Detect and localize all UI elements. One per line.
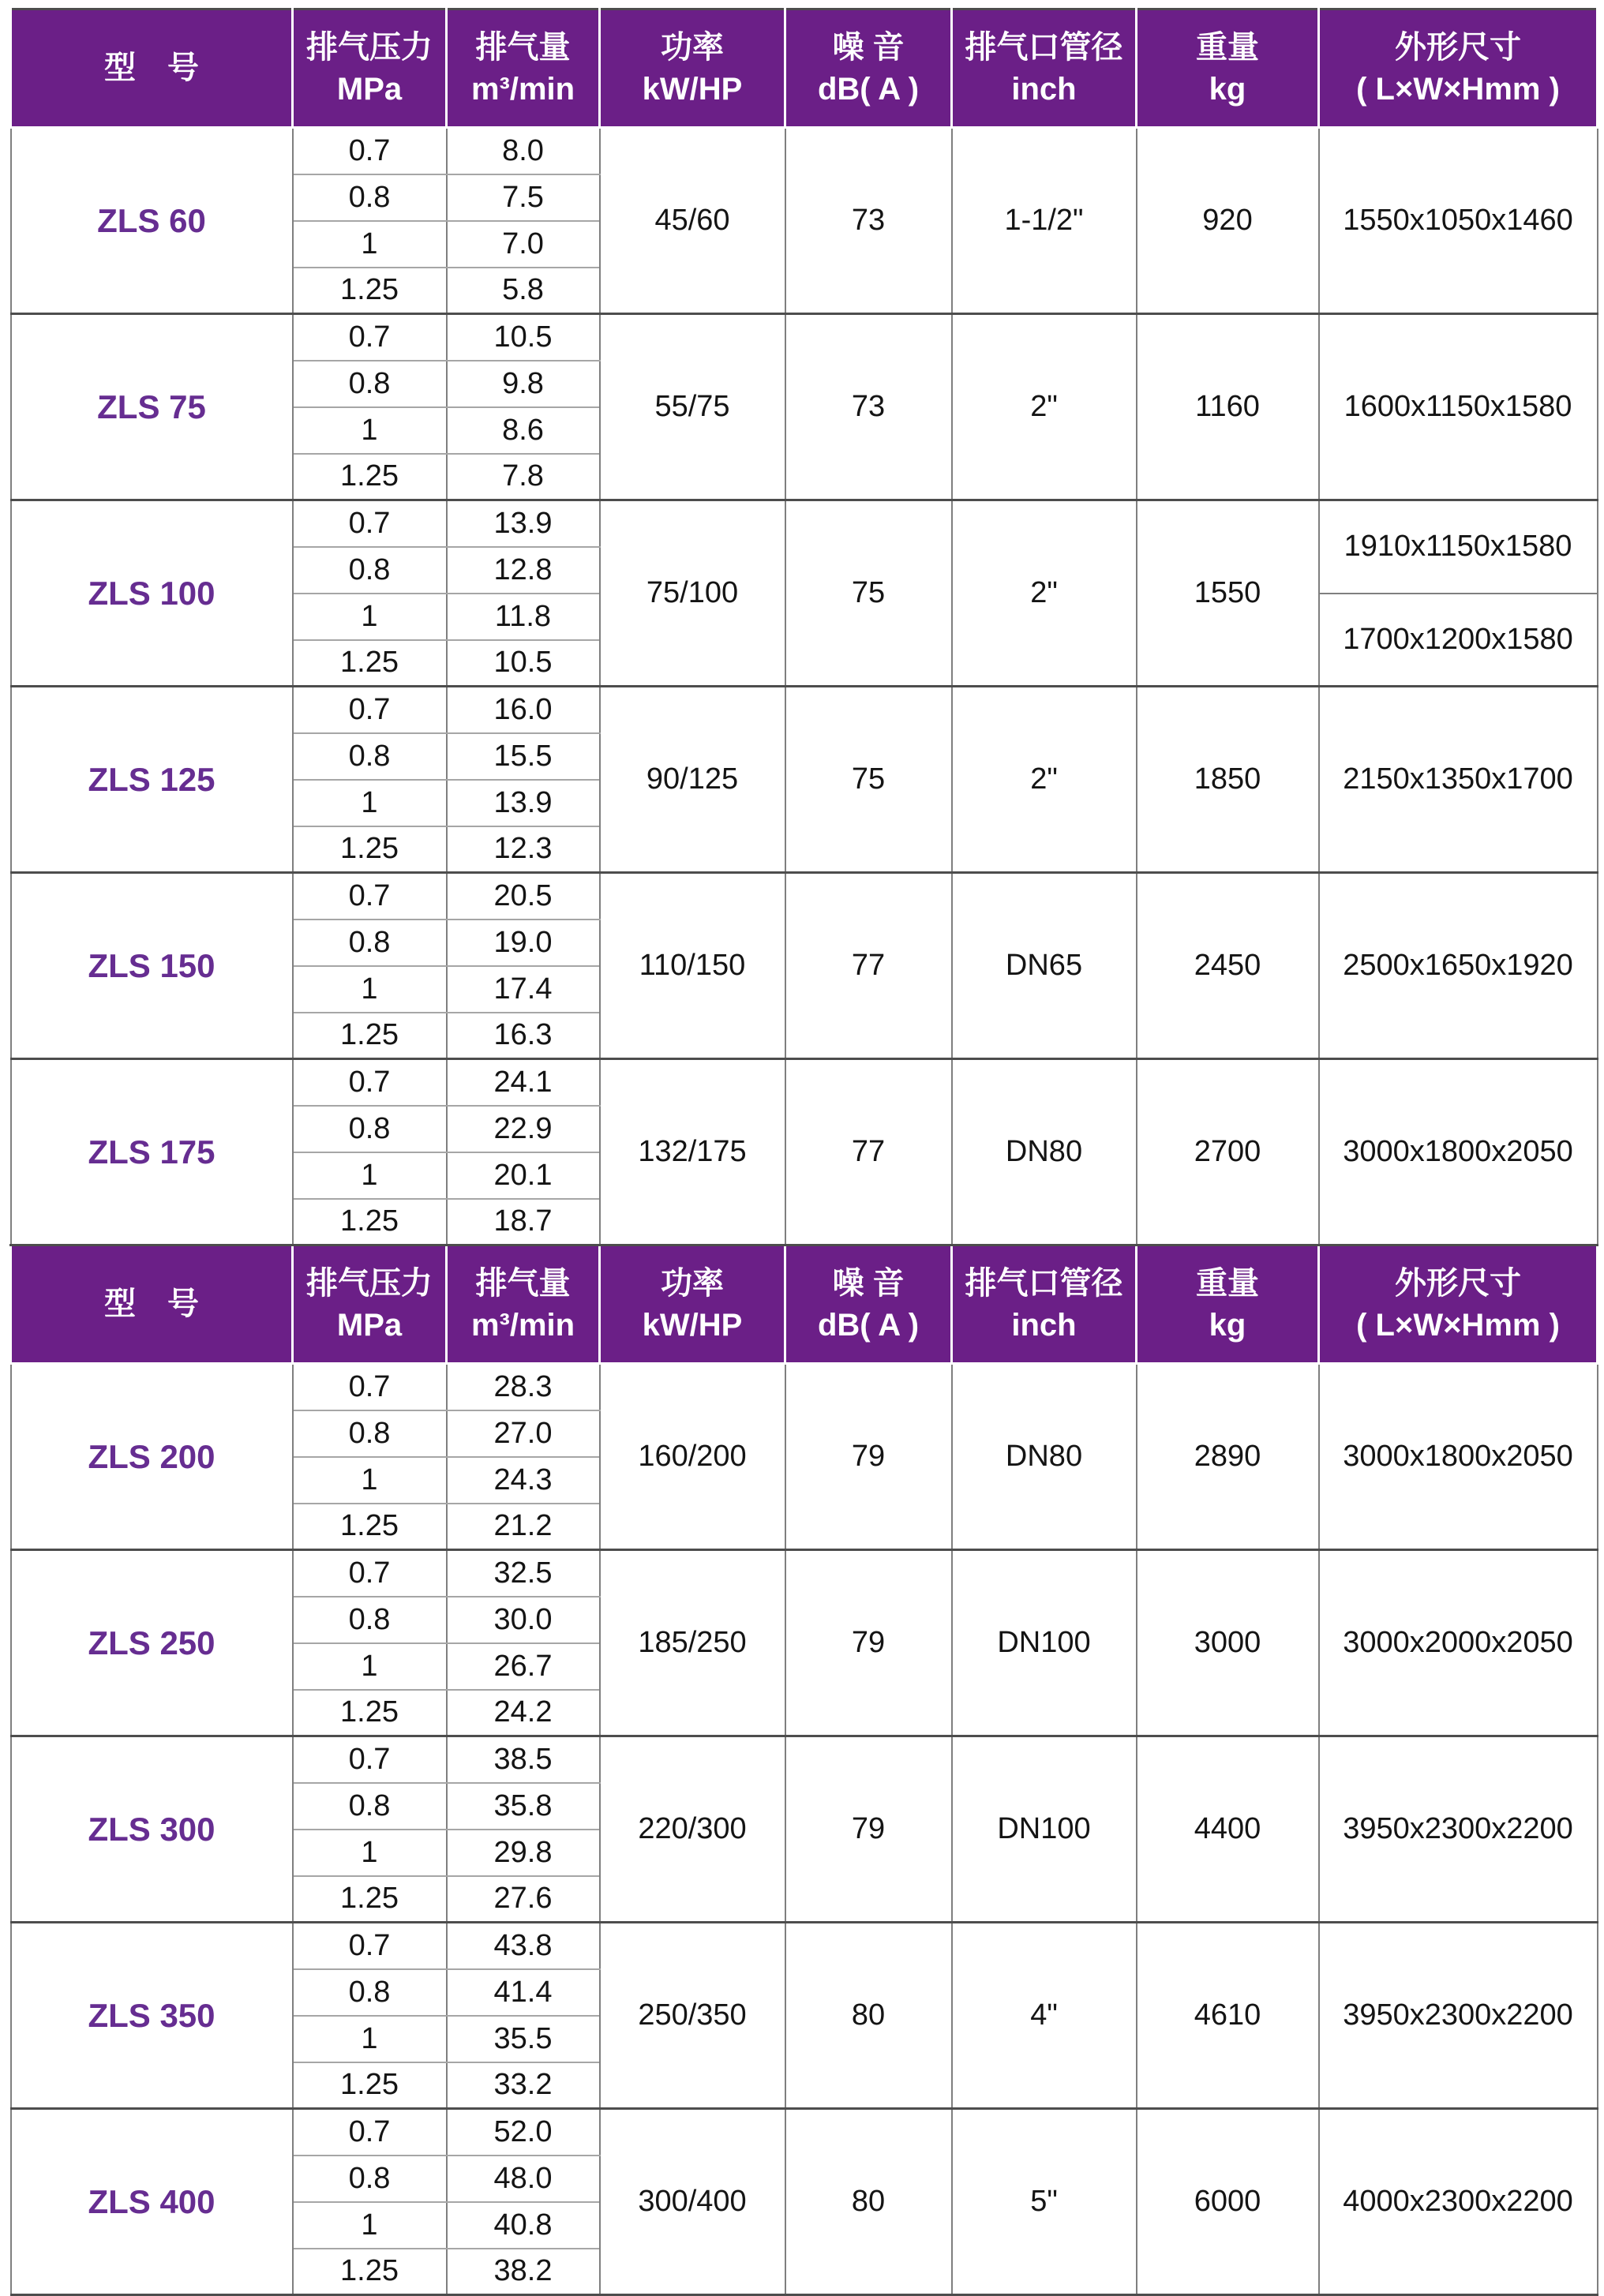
col-header-noise-line2: dB( A ) xyxy=(817,71,920,107)
model-name: ZLS 60 xyxy=(11,128,293,314)
pressure-cell: 0.7 xyxy=(293,1059,447,1106)
col-header-pressure-line1: 排气压力 xyxy=(306,1265,433,1301)
dims-cell: 2500x1650x1920 xyxy=(1319,873,1598,1059)
pressure-cell: 1 xyxy=(293,1152,447,1199)
col-header-flow-line2: m³/min xyxy=(470,71,575,107)
col-header-dims xyxy=(1319,1245,1598,1364)
col-header-pipe-line1: 排气口管径 xyxy=(965,29,1123,65)
pressure-cell: 1.25 xyxy=(293,1876,447,1923)
flow-cell: 22.9 xyxy=(447,1106,600,1152)
pressure-cell: 0.7 xyxy=(293,314,447,361)
col-header-pressure xyxy=(293,9,447,128)
pressure-cell: 0.8 xyxy=(293,920,447,966)
section-1 xyxy=(11,9,1598,1245)
col-header-dims-line2: ( L×W×Hmm ) xyxy=(1356,1307,1560,1343)
flow-cell: 43.8 xyxy=(447,1923,600,1969)
flow-cell: 16.0 xyxy=(447,687,600,733)
col-header-weight-line2: kg xyxy=(1209,71,1246,107)
pressure-cell: 0.8 xyxy=(293,361,447,407)
pressure-cell: 0.7 xyxy=(293,1923,447,1969)
pressure-cell: 1 xyxy=(293,2016,447,2062)
pipe-cell: DN80 xyxy=(952,1059,1137,1245)
model-name: ZLS 175 xyxy=(11,1059,293,1245)
col-header-weight-line2: kg xyxy=(1209,1307,1246,1343)
weight-cell: 1850 xyxy=(1137,687,1319,873)
power-cell: 90/125 xyxy=(600,687,785,873)
pressure-cell: 0.7 xyxy=(293,2109,447,2156)
dims-cell: 3000x1800x2050 xyxy=(1319,1059,1598,1245)
pressure-cell: 1.25 xyxy=(293,454,447,500)
power-cell: 185/250 xyxy=(600,1550,785,1736)
table-row xyxy=(11,873,1598,920)
pressure-cell: 0.7 xyxy=(293,500,447,547)
flow-cell: 38.2 xyxy=(447,2249,600,2295)
flow-cell: 41.4 xyxy=(447,1969,600,2016)
weight-cell: 4610 xyxy=(1137,1923,1319,2109)
col-header-noise-line1: 噪 音 xyxy=(832,1265,905,1301)
spec-table xyxy=(9,8,1598,2296)
col-header-power xyxy=(600,9,785,128)
flow-cell: 20.5 xyxy=(447,873,600,920)
dims-cell: 4000x2300x2200 xyxy=(1319,2109,1598,2295)
flow-cell: 7.5 xyxy=(447,174,600,221)
pipe-cell: 5" xyxy=(952,2109,1137,2295)
weight-cell: 2890 xyxy=(1137,1364,1319,1550)
pressure-cell: 1 xyxy=(293,221,447,268)
flow-cell: 38.5 xyxy=(447,1736,600,1783)
pressure-cell: 1.25 xyxy=(293,1013,447,1059)
pressure-cell: 0.8 xyxy=(293,733,447,780)
col-header-power xyxy=(600,1245,785,1364)
flow-cell: 17.4 xyxy=(447,966,600,1013)
header-row xyxy=(11,1245,1598,1364)
noise-cell: 75 xyxy=(785,687,952,873)
dims-cell: 3000x1800x2050 xyxy=(1319,1364,1598,1550)
flow-cell: 8.0 xyxy=(447,128,600,174)
flow-cell: 30.0 xyxy=(447,1597,600,1643)
col-header-power-line2: kW/HP xyxy=(642,1307,743,1343)
pipe-cell: 2" xyxy=(952,500,1137,687)
noise-cell: 79 xyxy=(785,1736,952,1923)
pipe-cell: DN80 xyxy=(952,1364,1137,1550)
col-header-weight-line1: 重量 xyxy=(1196,1265,1259,1301)
dims-cell: 1600x1150x1580 xyxy=(1319,314,1598,500)
col-header-flow xyxy=(447,1245,600,1364)
col-header-flow-line2: m³/min xyxy=(470,1307,575,1343)
col-header-pipe xyxy=(952,1245,1137,1364)
table-row xyxy=(11,1923,1598,1969)
noise-cell: 79 xyxy=(785,1550,952,1736)
col-header-pipe-line2: inch xyxy=(1011,1307,1077,1343)
pressure-cell: 1.25 xyxy=(293,1199,447,1245)
pressure-cell: 0.8 xyxy=(293,1783,447,1830)
pressure-cell: 0.8 xyxy=(293,1106,447,1152)
pipe-cell: DN100 xyxy=(952,1736,1137,1923)
table-row xyxy=(11,1364,1598,1410)
flow-cell: 29.8 xyxy=(447,1830,600,1876)
power-cell: 160/200 xyxy=(600,1364,785,1550)
flow-cell: 8.6 xyxy=(447,407,600,454)
col-header-dims-line1: 外形尺寸 xyxy=(1395,29,1521,65)
col-header-power-line1: 功率 xyxy=(661,1265,724,1301)
pressure-cell: 0.7 xyxy=(293,873,447,920)
flow-cell: 52.0 xyxy=(447,2109,600,2156)
dims-cell: 1550x1050x1460 xyxy=(1319,128,1598,314)
table-row xyxy=(11,314,1598,361)
pressure-cell: 1 xyxy=(293,1457,447,1504)
power-cell: 220/300 xyxy=(600,1736,785,1923)
col-header-model xyxy=(11,9,293,128)
table-row xyxy=(11,2109,1598,2156)
col-header-dims-line2: ( L×W×Hmm ) xyxy=(1356,71,1560,107)
model-name: ZLS 350 xyxy=(11,1923,293,2109)
col-header-flow xyxy=(447,9,600,128)
noise-cell: 75 xyxy=(785,500,952,687)
table-row xyxy=(11,1550,1598,1597)
pressure-cell: 1.25 xyxy=(293,2249,447,2295)
flow-cell: 19.0 xyxy=(447,920,600,966)
flow-cell: 27.6 xyxy=(447,1876,600,1923)
pressure-cell: 0.8 xyxy=(293,1969,447,2016)
dims-cell: 3950x2300x2200 xyxy=(1319,1923,1598,2109)
dims-cell: 3000x2000x2050 xyxy=(1319,1550,1598,1736)
col-header-flow-line1: 排气量 xyxy=(475,1265,571,1301)
flow-cell: 7.8 xyxy=(447,454,600,500)
col-header-pipe-line1: 排气口管径 xyxy=(965,1265,1123,1301)
weight-cell: 1160 xyxy=(1137,314,1319,500)
flow-cell: 24.2 xyxy=(447,1690,600,1736)
pressure-cell: 0.8 xyxy=(293,547,447,594)
col-header-pressure xyxy=(293,1245,447,1364)
model-name: ZLS 125 xyxy=(11,687,293,873)
flow-cell: 7.0 xyxy=(447,221,600,268)
flow-cell: 10.5 xyxy=(447,314,600,361)
flow-cell: 33.2 xyxy=(447,2062,600,2109)
dims-cell: 1700x1200x1580 xyxy=(1319,594,1598,687)
flow-cell: 13.9 xyxy=(447,500,600,547)
flow-cell: 12.3 xyxy=(447,826,600,873)
dims-cell: 1910x1150x1580 xyxy=(1319,500,1598,594)
col-header-model-line1: 型 号 xyxy=(104,51,199,86)
model-name: ZLS 150 xyxy=(11,873,293,1059)
table-row xyxy=(11,500,1598,547)
pressure-cell: 0.7 xyxy=(293,687,447,733)
flow-cell: 32.5 xyxy=(447,1550,600,1597)
flow-cell: 11.8 xyxy=(447,594,600,640)
pressure-cell: 1 xyxy=(293,594,447,640)
flow-cell: 18.7 xyxy=(447,1199,600,1245)
col-header-pressure-line1: 排气压力 xyxy=(306,29,433,65)
model-name: ZLS 200 xyxy=(11,1364,293,1550)
weight-cell: 4400 xyxy=(1137,1736,1319,1923)
col-header-model xyxy=(11,1245,293,1364)
flow-cell: 35.8 xyxy=(447,1783,600,1830)
col-header-weight xyxy=(1137,1245,1319,1364)
col-header-model-line1: 型 号 xyxy=(104,1287,199,1322)
pressure-cell: 1 xyxy=(293,1643,447,1690)
weight-cell: 3000 xyxy=(1137,1550,1319,1736)
table-row xyxy=(11,1059,1598,1106)
table-row xyxy=(11,687,1598,733)
weight-cell: 2700 xyxy=(1137,1059,1319,1245)
flow-cell: 5.8 xyxy=(447,268,600,314)
pressure-cell: 1.25 xyxy=(293,2062,447,2109)
power-cell: 250/350 xyxy=(600,1923,785,2109)
col-header-pipe xyxy=(952,9,1137,128)
pressure-cell: 1 xyxy=(293,780,447,826)
flow-cell: 21.2 xyxy=(447,1504,600,1550)
pressure-cell: 1 xyxy=(293,966,447,1013)
flow-cell: 35.5 xyxy=(447,2016,600,2062)
col-header-power-line1: 功率 xyxy=(661,29,724,65)
col-header-pressure-line2: MPa xyxy=(336,71,403,107)
noise-cell: 80 xyxy=(785,1923,952,2109)
flow-cell: 9.8 xyxy=(447,361,600,407)
pressure-cell: 1.25 xyxy=(293,1504,447,1550)
flow-cell: 28.3 xyxy=(447,1364,600,1410)
pressure-cell: 0.8 xyxy=(293,1597,447,1643)
section-2 xyxy=(11,1245,1598,2295)
power-cell: 45/60 xyxy=(600,128,785,314)
col-header-dims xyxy=(1319,9,1598,128)
flow-cell: 40.8 xyxy=(447,2202,600,2249)
pressure-cell: 1.25 xyxy=(293,826,447,873)
noise-cell: 77 xyxy=(785,873,952,1059)
pipe-cell: 2" xyxy=(952,314,1137,500)
pressure-cell: 1 xyxy=(293,1830,447,1876)
col-header-pipe-line2: inch xyxy=(1011,71,1077,107)
flow-cell: 24.3 xyxy=(447,1457,600,1504)
flow-cell: 16.3 xyxy=(447,1013,600,1059)
col-header-noise-line2: dB( A ) xyxy=(817,1307,920,1343)
flow-cell: 12.8 xyxy=(447,547,600,594)
weight-cell: 920 xyxy=(1137,128,1319,314)
dims-cell: 2150x1350x1700 xyxy=(1319,687,1598,873)
noise-cell: 79 xyxy=(785,1364,952,1550)
dims-cell: 3950x2300x2200 xyxy=(1319,1736,1598,1923)
col-header-weight xyxy=(1137,9,1319,128)
weight-cell: 1550 xyxy=(1137,500,1319,687)
power-cell: 55/75 xyxy=(600,314,785,500)
noise-cell: 77 xyxy=(785,1059,952,1245)
pressure-cell: 1.25 xyxy=(293,268,447,314)
col-header-pressure-line2: MPa xyxy=(336,1307,403,1343)
pressure-cell: 0.7 xyxy=(293,1550,447,1597)
col-header-power-line2: kW/HP xyxy=(642,71,743,107)
noise-cell: 73 xyxy=(785,314,952,500)
flow-cell: 10.5 xyxy=(447,640,600,687)
pressure-cell: 0.8 xyxy=(293,1410,447,1457)
model-name: ZLS 75 xyxy=(11,314,293,500)
power-cell: 132/175 xyxy=(600,1059,785,1245)
pipe-cell: DN100 xyxy=(952,1550,1137,1736)
col-header-noise-line1: 噪 音 xyxy=(832,29,905,65)
pipe-cell: 2" xyxy=(952,687,1137,873)
flow-cell: 15.5 xyxy=(447,733,600,780)
col-header-noise xyxy=(785,1245,952,1364)
flow-cell: 27.0 xyxy=(447,1410,600,1457)
table-row xyxy=(11,128,1598,174)
noise-cell: 73 xyxy=(785,128,952,314)
weight-cell: 6000 xyxy=(1137,2109,1319,2295)
model-name: ZLS 300 xyxy=(11,1736,293,1923)
pressure-cell: 0.8 xyxy=(293,174,447,221)
pressure-cell: 1 xyxy=(293,2202,447,2249)
pressure-cell: 1.25 xyxy=(293,640,447,687)
col-header-weight-line1: 重量 xyxy=(1196,29,1259,65)
flow-cell: 20.1 xyxy=(447,1152,600,1199)
pipe-cell: 4" xyxy=(952,1923,1137,2109)
noise-cell: 80 xyxy=(785,2109,952,2295)
power-cell: 300/400 xyxy=(600,2109,785,2295)
pressure-cell: 1.25 xyxy=(293,1690,447,1736)
table-row xyxy=(11,1736,1598,1783)
pressure-cell: 1 xyxy=(293,407,447,454)
flow-cell: 48.0 xyxy=(447,2156,600,2202)
model-name: ZLS 100 xyxy=(11,500,293,687)
model-name: ZLS 400 xyxy=(11,2109,293,2295)
col-header-noise xyxy=(785,9,952,128)
pipe-cell: 1-1/2" xyxy=(952,128,1137,314)
header-row xyxy=(11,9,1598,128)
pressure-cell: 0.7 xyxy=(293,1364,447,1410)
col-header-dims-line1: 外形尺寸 xyxy=(1395,1265,1521,1301)
pipe-cell: DN65 xyxy=(952,873,1137,1059)
pressure-cell: 0.7 xyxy=(293,128,447,174)
flow-cell: 24.1 xyxy=(447,1059,600,1106)
weight-cell: 2450 xyxy=(1137,873,1319,1059)
flow-cell: 13.9 xyxy=(447,780,600,826)
pressure-cell: 0.7 xyxy=(293,1736,447,1783)
power-cell: 75/100 xyxy=(600,500,785,687)
flow-cell: 26.7 xyxy=(447,1643,600,1690)
col-header-flow-line1: 排气量 xyxy=(475,29,571,65)
pressure-cell: 0.8 xyxy=(293,2156,447,2202)
power-cell: 110/150 xyxy=(600,873,785,1059)
model-name: ZLS 250 xyxy=(11,1550,293,1736)
